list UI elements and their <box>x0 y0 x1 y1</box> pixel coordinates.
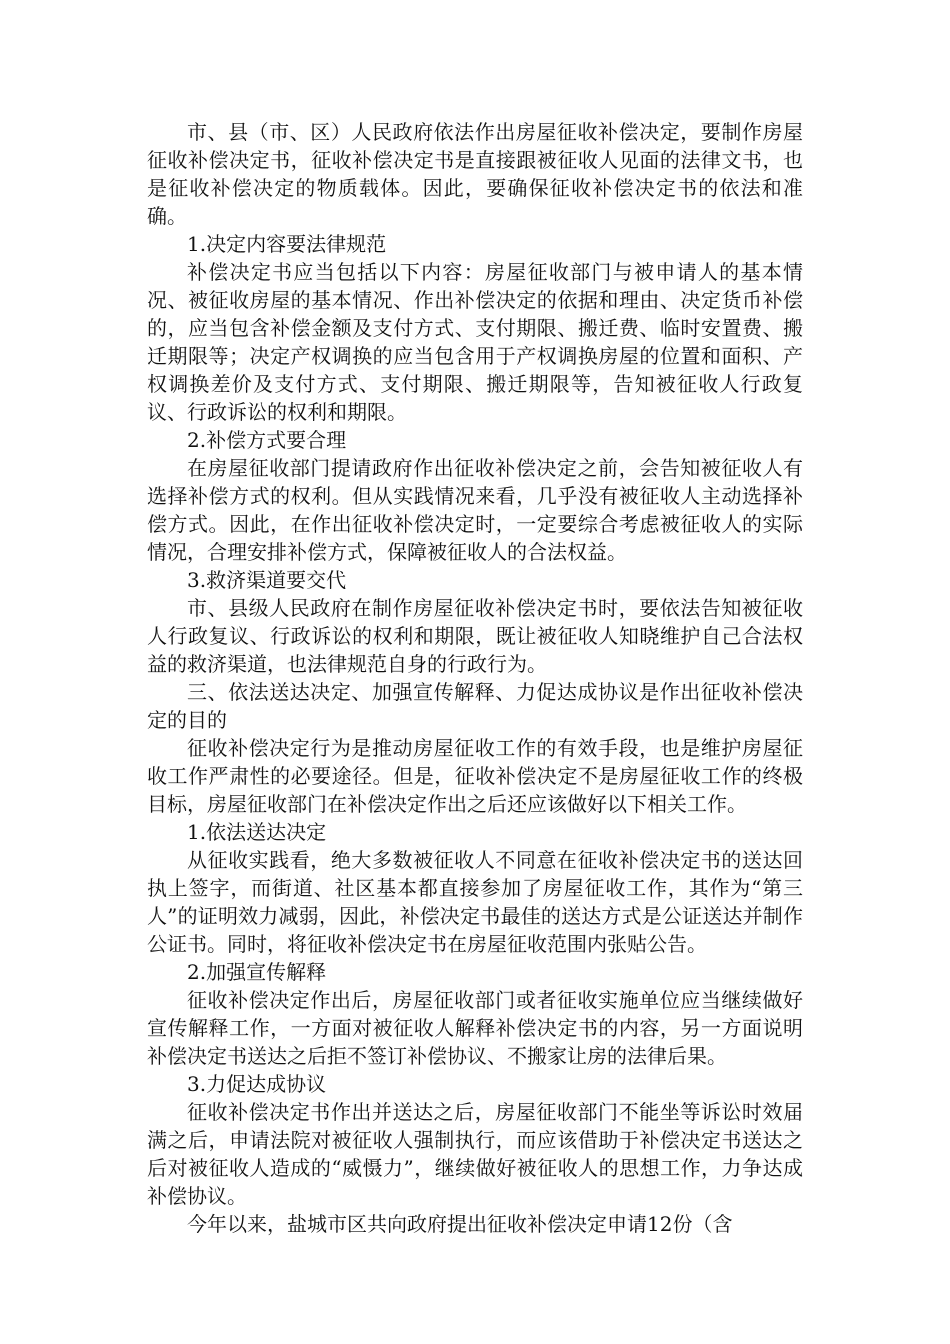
paragraph-yancheng-stats: 今年以来，盐城市区共向政府提出征收补偿决定申请12份（含 <box>187 1212 733 1236</box>
heading-reach-agreement: 3.力促达成协议 <box>187 1072 327 1096</box>
document-page <box>147 118 803 1238</box>
paragraph-publicity: 征收补偿决定作出后，房屋征收部门或者征收实施单位应当继续做好宣传解释工作，一方面对被征收人解释补偿决定书的内容，另一方面说明补偿决定书送达之后拒不签订补偿协议、不搬家让房的法律后果。 <box>147 988 803 1068</box>
paragraph-remedy-channels: 市、县级人民政府在制作房屋征收补偿决定书时，要依法告知被征收人行政复议、行政诉讼的权利和期限，既让被征收人知晓维护自己合法权益的救济渠道，也法律规范自身的行政行为。 <box>147 596 803 676</box>
heading-lawful-delivery: 1.依法送达决定 <box>187 820 327 844</box>
heading-publicity: 2.加强宣传解释 <box>187 960 327 984</box>
paragraph-intro: 市、县（市、区）人民政府依法作出房屋征收补偿决定，要制作房屋征收补偿决定书，征收补偿决定书是直接跟被征收人见面的法律文书，也是征收补偿决定的物质载体。因此，要确保征收补偿决定书的依法和准确。 <box>147 120 803 228</box>
section-three-title: 三、依法送达决定、加强宣传解释、力促达成协议是作出征收补偿决定的目的 <box>147 680 803 732</box>
heading-compensation-method: 2.补偿方式要合理 <box>187 428 347 452</box>
paragraph-content-requirements: 补偿决定书应当包括以下内容：房屋征收部门与被申请人的基本情况、被征收房屋的基本情况、作出补偿决定的依据和理由、决定货币补偿的，应当包含补偿金额及支付方式、支付期限、搬迁费、临时安置费、搬迁期限等；决定产权调换的应当包含用于产权调换房屋的位置和面积、产权调换差价及支付方式、支付期限、搬迁期限等，告知被征收人行政复议、行政诉讼的权利和期限。 <box>147 260 803 424</box>
paragraph-reach-agreement: 征收补偿决定书作出并送达之后，房屋征收部门不能坐等诉讼时效届满之后，申请法院对被征收人强制执行，而应该借助于补偿决定书送达之后对被征收人造成的“威慑力”，继续做好被征收人的思想工作，力争达成补偿协议。 <box>147 1100 803 1208</box>
heading-remedy-channels: 3.救济渠道要交代 <box>187 568 347 592</box>
heading-legal-content: 1.决定内容要法律规范 <box>187 232 387 256</box>
paragraph-section-three-intro: 征收补偿决定行为是推动房屋征收工作的有效手段，也是维护房屋征收工作严肃性的必要途径。但是，征收补偿决定不是房屋征收工作的终极目标，房屋征收部门在补偿决定作出之后还应该做好以下相关工作。 <box>147 736 803 816</box>
paragraph-compensation-method: 在房屋征收部门提请政府作出征收补偿决定之前，会告知被征收人有选择补偿方式的权利。但从实践情况来看，几乎没有被征收人主动选择补偿方式。因此，在作出征收补偿决定时，一定要综合考虑被征收人的实际情况，合理安排补偿方式，保障被征收人的合法权益。 <box>147 456 803 564</box>
paragraph-lawful-delivery: 从征收实践看，绝大多数被征收人不同意在征收补偿决定书的送达回执上签字，而街道、社区基本都直接参加了房屋征收工作，其作为“第三人”的证明效力减弱，因此，补偿决定书最佳的送达方式是公证送达并制作公证书。同时，将征收补偿决定书在房屋征收范围内张贴公告。 <box>147 848 803 956</box>
